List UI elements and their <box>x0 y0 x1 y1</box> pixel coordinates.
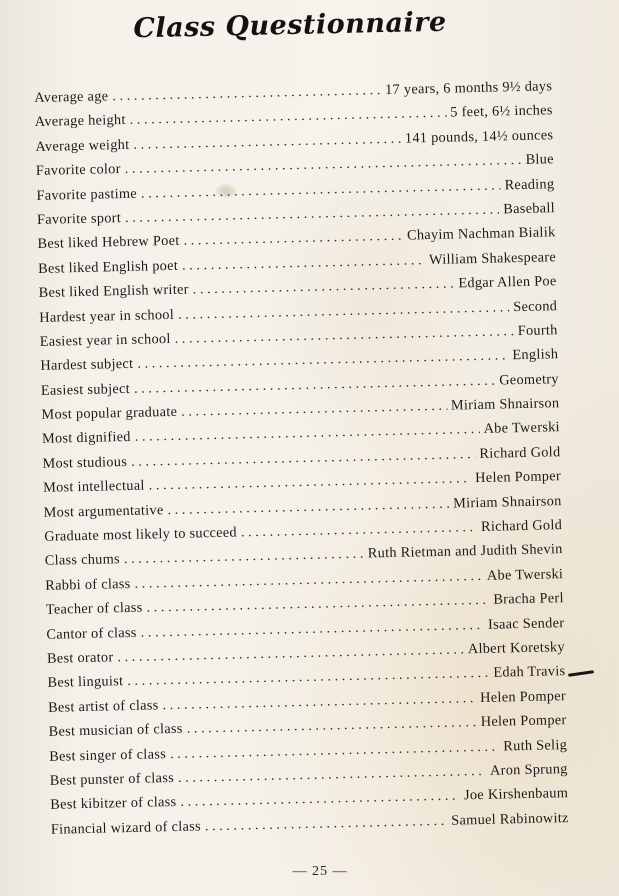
question-label: Best singer of class <box>49 745 167 765</box>
question-label: Favorite sport <box>36 210 122 228</box>
question-label: Average weight <box>35 136 130 155</box>
answer-value: Abe Twerski <box>483 419 561 438</box>
question-label: Best kibitzer of class <box>50 794 177 814</box>
pen-mark <box>568 670 594 677</box>
page-title: Class Questionnaire <box>133 6 447 45</box>
answer-value: English <box>512 346 559 364</box>
question-label: Cantor of class <box>46 624 137 643</box>
question-label: Favorite pastime <box>36 185 138 204</box>
question-label: Hardest subject <box>40 356 134 375</box>
question-label: Best musician of class <box>48 720 183 740</box>
answer-value: William Shakespeare <box>428 248 557 268</box>
question-label: Financial wizard of class <box>50 818 202 838</box>
question-label: Most popular graduate <box>41 403 178 423</box>
answer-value: Edgar Allen Poe <box>458 273 557 292</box>
answer-value: Richard Gold <box>480 517 563 535</box>
answer-value: Ruth Rietman and Judith Shevin <box>367 541 563 562</box>
questionnaire-list <box>34 74 569 842</box>
answer-value: 17 years, 6 months 9½ days <box>384 78 553 99</box>
answer-value: Samuel Rabinowitz <box>451 809 569 829</box>
answer-value: Albert Koretsky <box>467 639 566 658</box>
question-label: Best liked English writer <box>38 281 189 302</box>
answer-value: Miriam Shnairson <box>452 492 562 512</box>
question-label: Best linguist <box>47 673 124 692</box>
question-label: Most argumentative <box>43 501 164 521</box>
answer-value: Abe Twerski <box>486 565 564 584</box>
question-label: Most studious <box>42 453 128 472</box>
answer-value: Isaac Sender <box>487 614 565 633</box>
question-label: Easiest year in school <box>39 330 171 350</box>
question-label: Easiest subject <box>40 380 131 399</box>
answer-value: Fourth <box>517 322 558 339</box>
question-label: Class chums <box>44 551 121 570</box>
answer-value: Geometry <box>499 370 559 389</box>
answer-value: Aron Sprung <box>489 761 568 779</box>
page-number: — 25 — <box>292 864 348 879</box>
question-label: Best orator <box>46 649 114 667</box>
answer-value: 5 feet, 6½ inches <box>450 102 553 121</box>
answer-value: Richard Gold <box>479 444 561 462</box>
question-label: Rabbi of class <box>45 575 131 594</box>
question-label: Average height <box>34 112 126 131</box>
answer-value: Bracha Perl <box>493 590 564 608</box>
answer-value: Helen Pomper <box>475 468 562 487</box>
answer-value: Second <box>513 297 558 315</box>
question-label: Graduate most likely to succeed <box>44 524 238 545</box>
answer-value: Baseball <box>503 200 556 218</box>
dot-leader <box>205 809 448 839</box>
question-label: Average age <box>34 88 109 106</box>
answer-value: Helen Pomper <box>480 712 567 731</box>
question-label: Most dignified <box>41 429 131 448</box>
answer-value: Helen Pomper <box>480 687 567 706</box>
question-label: Hardest year in school <box>39 306 175 326</box>
answer-value: Ruth Selig <box>503 736 568 755</box>
answer-value: Miriam Shnairson <box>450 395 560 414</box>
question-label: Most intellectual <box>42 477 145 497</box>
answer-value: Joe Kirshenbaum <box>463 785 569 804</box>
answer-value: 141 pounds, 14½ ounces <box>404 127 554 147</box>
answer-value: Edah Travis <box>493 663 566 682</box>
answer-value: Reading <box>504 175 555 193</box>
question-label: Best liked English poet <box>37 257 179 277</box>
answer-value: Chayim Nachman Bialik <box>406 224 556 244</box>
question-label: Best punster of class <box>49 769 175 789</box>
question-label: Best liked Hebrew Poet <box>37 233 180 253</box>
question-label: Favorite color <box>35 161 121 180</box>
question-label: Best artist of class <box>47 697 159 716</box>
question-label: Teacher of class <box>45 599 143 619</box>
answer-value: Blue <box>525 151 554 169</box>
